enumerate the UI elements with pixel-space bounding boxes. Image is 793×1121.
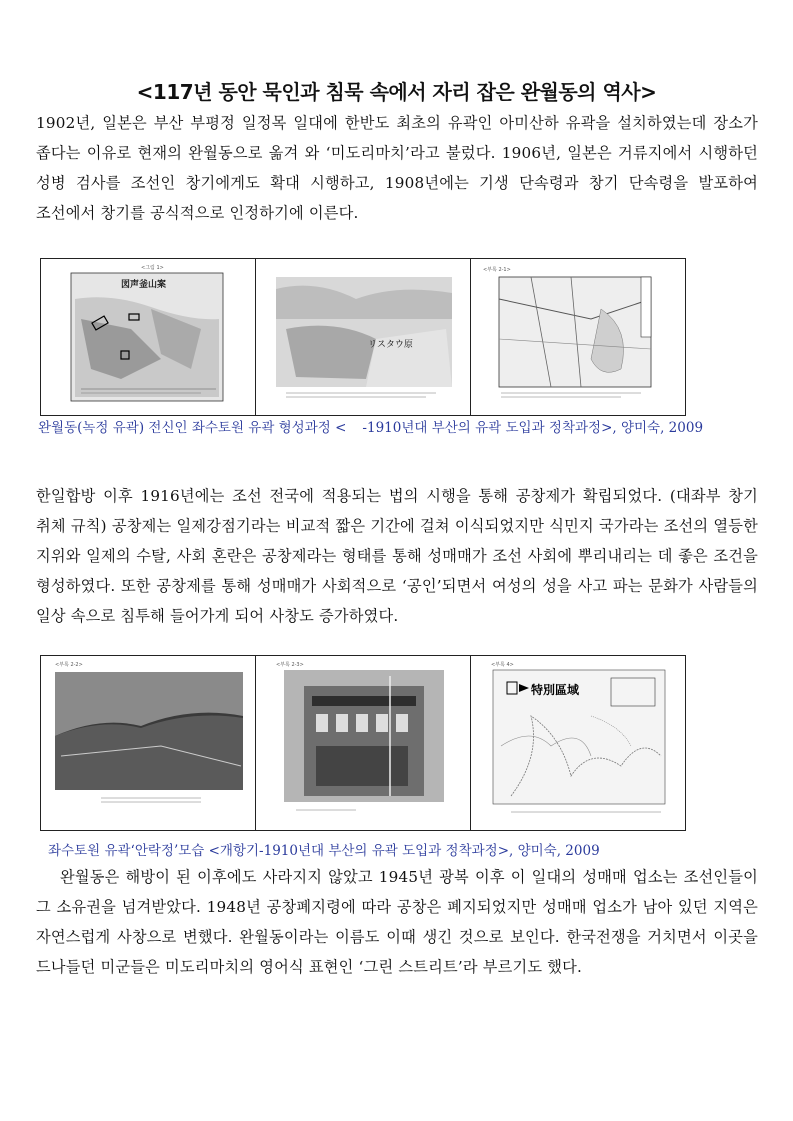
building-photo-image [256,656,470,830]
figure-2-panel2-label: <부록 2-3> [276,662,304,668]
figure-2-image-strip [40,655,686,831]
figure-2-panel3-label: <부록 4> [491,662,514,668]
drawing-overlay-text: リスタウ原 [368,340,413,350]
figure-1-caption-part-a: 완월동(녹정 유곽) 전신인 좌수토원 유곽 형성과정 < [38,420,347,436]
intro-text: 1902년, 일본은 부산 부평정 일정목 일대에 한반도 최초의 유곽인 아미산하 유곽을 설치하였는데 장소가 좁다는 이유로 현재의 완월동으로 옮겨 와 ‘미도리마치’라고 불렀다. 1906년, 일본은 거류지에서 시행하던 성병 검사를 조선인 창기에게도 확대 시행하고, 1908년에는 기생 단속령과 창기 단속령을 발포하여 조선에서 창기를 공식적으로 인정하기에 이른다. [36,114,758,222]
aerial-photo-image [41,656,255,830]
figure-1-map-panel [41,259,256,415]
second-paragraph [36,481,758,631]
figure-2-district-map-panel [471,656,685,830]
figure-1-panel-label: <그림 1> [141,265,164,271]
figure-1-caption-part-b: -1910년대 부산의 유곽 도입과 정착과정>, 양미숙, 2009 [362,420,704,436]
page-title: <117년 동안 묵인과 침묵 속에서 자리 잡은 완월동의 역사> [136,80,657,104]
figure-2-caption: 좌수토원 유곽‘안락정’모습 <개항기-1910년대 부산의 유곽 도입과 정착과정>, 양미숙, 2009 [48,843,600,859]
second-text: 한일합방 이후 1916년에는 조선 전국에 적용되는 법의 시행을 통해 공창제가 확립되었다. (대좌부 창기 취체 규칙) 공창제는 일제강점기라는 비교적 짧은 기간에 걸쳐 이식되었지만 식민지 국가라는 조선의 열등한 지위와 일제의 수탈, 사회 혼란은 공창제라는 형태를 통해 성매매가 조선 사회에 뿌리내리는 데 좋은 조건을 형성하였다. 또한 공창제를 통해 성매매가 사회적으로 ‘공인’되면서 여성의 성을 사고 파는 문화가 사람들의 일상 속으로 침투해 들어가게 되어 사창도 증가하였다. [36,487,758,625]
figure-1-image-strip [40,258,686,416]
figure-1-panel3-label: <부록 2-1> [483,267,511,273]
figure-2-panel1-label: <부록 2-2> [55,662,83,668]
third-paragraph [36,862,758,982]
district-map-image [471,656,685,830]
district-map-title: 特別區域 [531,683,580,697]
bird-eye-drawing-image [256,259,470,415]
figure-1-street-map-panel [471,259,685,415]
intro-paragraph [36,108,758,228]
street-map-image [471,259,685,415]
figure-2-building-panel [256,656,471,830]
figure-1-caption [38,418,768,438]
figure-2-aerial-panel [41,656,256,830]
figure-1-drawing-panel [256,259,471,415]
map-title: 図声釜山案 [121,280,167,290]
old-map-image [41,259,255,415]
third-text: 완월동은 해방이 된 이후에도 사라지지 않았고 1945년 광복 이후 이 일대의 성매매 업소는 조선인들이 그 소유권을 넘겨받았다. 1948년 공창폐지령에 따라 공창은 폐지되었지만 성매매 업소가 남아 있던 지역은 자연스럽게 사창으로 변했다. 완월동이라는 이름도 이때 생긴 것으로 보인다. 한국전쟁을 거치면서 이곳을 드나들던 미군들은 미도리마치의 영어식 표현인 ‘그린 스트리트’라 부르기도 했다. [36,868,758,976]
